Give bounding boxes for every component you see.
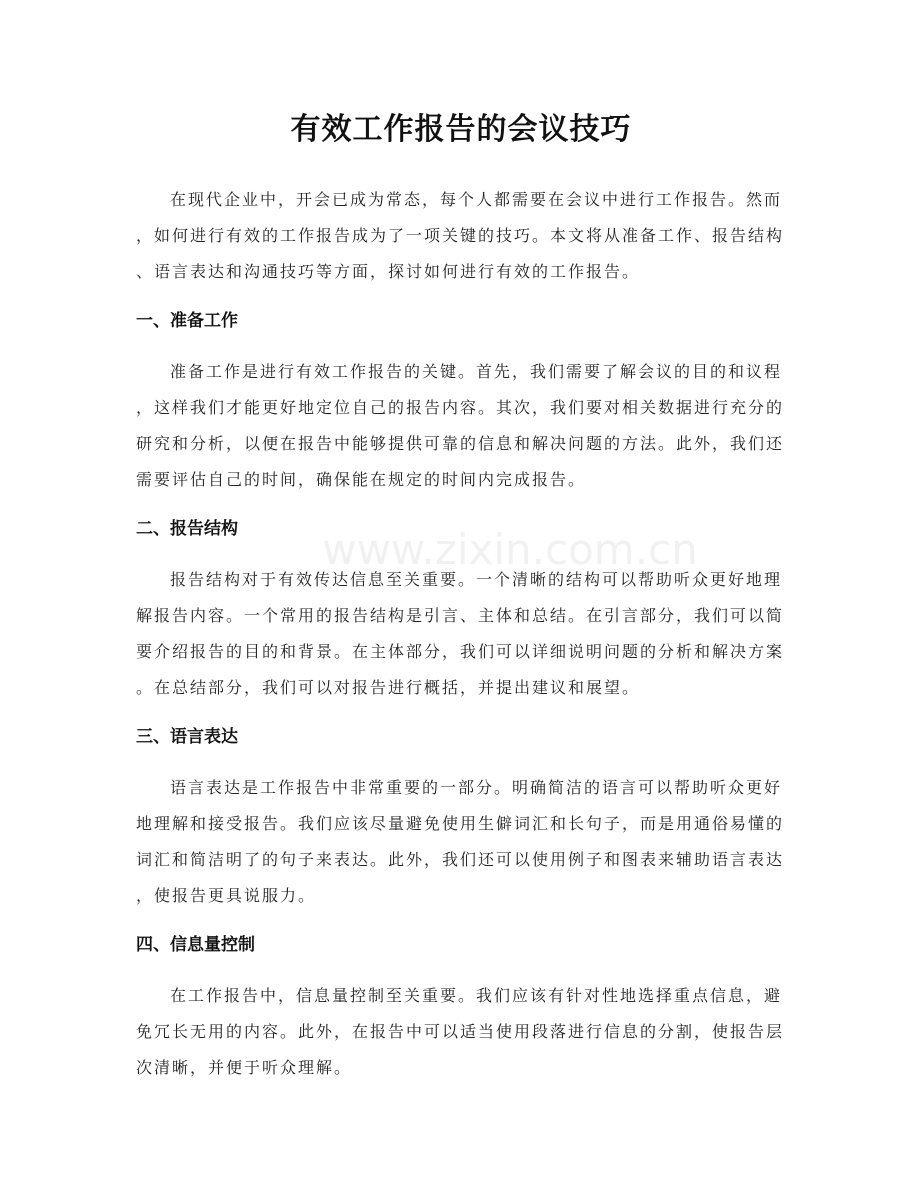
section-paragraph-information: 在工作报告中，信息量控制至关重要。我们应该有针对性地选择重点信息，避免冗长无用的内容。此外，在报告中可以适当使用段落进行信息的分割，使报告层次清晰，并便于听众理解。 [136,986,785,1077]
section-paragraph-structure: 报告结构对于有效传达信息至关重要。一个清晰的结构可以帮助听众更好地理解报告内容。一个常用的报告结构是引言、主体和总结。在引言部分，我们可以简要介绍报告的目的和背景。在主体部分，我们可以详细说明问题的分析和解决方案。在总结部分，我们可以对报告进行概括，并提出建议和展望。 [136,570,785,697]
section-heading-structure: 二、报告结构 [136,519,238,539]
document-body [136,0,786,1086]
section-paragraph-language: 语言表达是工作报告中非常重要的一部分。明确简洁的语言可以帮助听众更好地理解和接受报告。我们应该尽量避免使用生僻词汇和长句子，而是用通俗易懂的词汇和简洁明了的句子来表达。此外，我们还可以使用例子和图表来辅助语言表达，使报告更具说服力。 [136,778,785,905]
intro-paragraph: 在现代企业中，开会已成为常态，每个人都需要在会议中进行工作报告。然而，如何进行有效的工作报告成为了一项关键的技巧。本文将从准备工作、报告结构、语言表达和沟通技巧等方面，探讨如何进行有效的工作报告。 [136,190,785,281]
page-title: 有效工作报告的会议技巧 [290,112,632,147]
watermark: www.zixin.com.cn [322,525,698,574]
section-heading-information: 四、信息量控制 [136,935,255,955]
section-heading-language: 三、语言表达 [136,727,238,747]
section-paragraph-preparation: 准备工作是进行有效工作报告的关键。首先，我们需要了解会议的目的和议程，这样我们才能更好地定位自己的报告内容。其次，我们要对相关数据进行充分的研究和分析，以便在报告中能够提供可靠的信息和解决问题的方法。此外，我们还需要评估自己的时间，确保能在规定的时间内完成报告。 [136,362,785,489]
section-heading-preparation: 一、准备工作 [136,311,238,331]
